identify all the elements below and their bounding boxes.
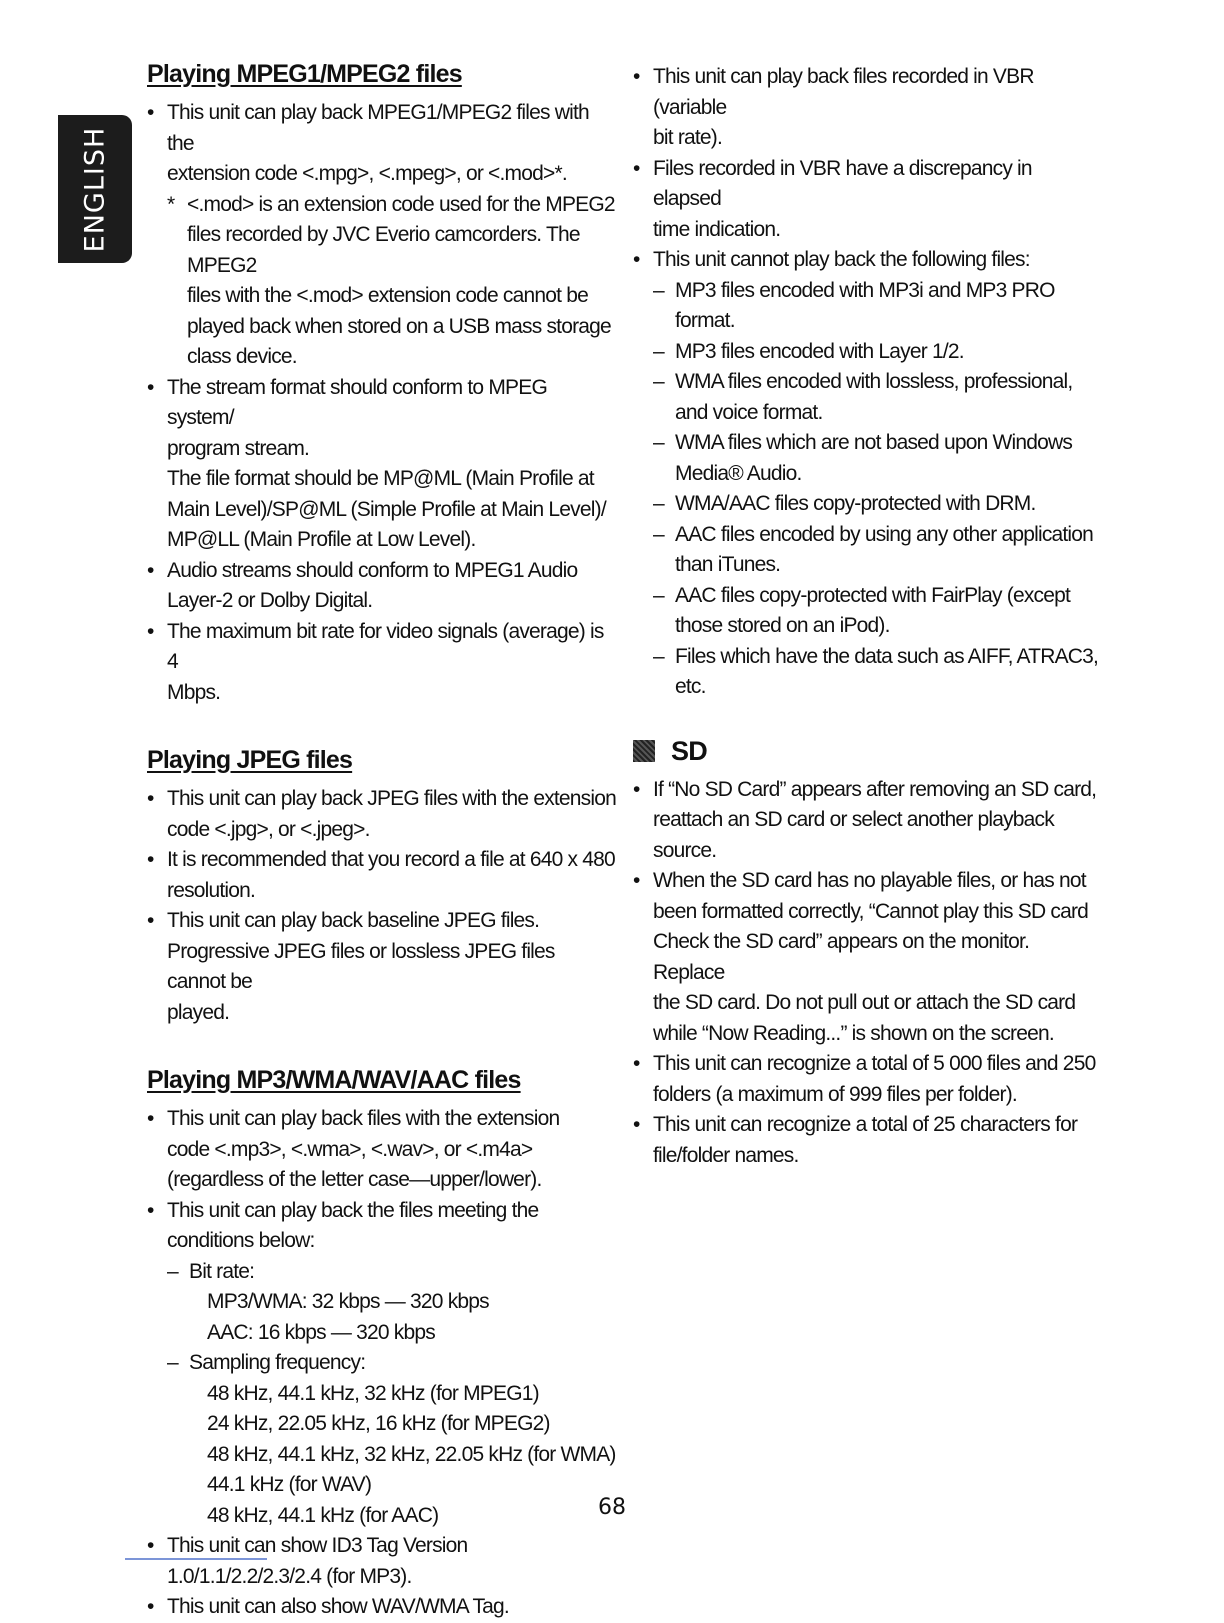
- dash-marker: –: [653, 339, 664, 363]
- sub-item-detail: 24 kHz, 22.05 kHz, 16 kHz (for MPEG2): [207, 1412, 550, 1435]
- sub-item-line: format.: [675, 309, 735, 332]
- section-spacer: [147, 1028, 617, 1062]
- bullet-line: while “Now Reading...” is shown on the screen.: [653, 1021, 1054, 1045]
- bullet-line: been formatted correctly, “Cannot play this SD card: [653, 899, 1089, 923]
- bullet-item: [147, 784, 617, 845]
- bullet-item: [147, 617, 617, 709]
- section-heading: Playing JPEG files: [147, 746, 353, 774]
- sub-item-line: WMA files encoded with lossless, professional,: [675, 370, 1073, 393]
- bullet-line: 1.0/1.1/2.2/2.3/2.4 (for MP3).: [167, 1564, 412, 1588]
- bullet-item: [147, 1531, 617, 1592]
- bullet-line: • This unit can play back files with the extension: [167, 1107, 560, 1130]
- section: [147, 56, 617, 708]
- sub-item-line: those stored on an iPod).: [675, 614, 890, 637]
- bullet-line: code <.mp3>, <.wma>, <.wav>, or <.m4a>: [167, 1137, 533, 1161]
- bullet-line: • This unit cannot play back the following files:: [653, 248, 1030, 271]
- bullet-line: code <.jpg>, or <.jpeg>.: [167, 817, 370, 841]
- bullet-item: [633, 775, 1103, 867]
- dash-marker: –: [653, 583, 664, 607]
- bullet-line: Mbps.: [167, 680, 221, 704]
- bullet-item: [147, 373, 617, 556]
- bullet-list: [147, 98, 617, 708]
- section: [147, 1062, 617, 1623]
- page-number: 68: [598, 1495, 626, 1520]
- bullet-line: the SD card. Do not pull out or attach the SD card: [653, 991, 1076, 1014]
- sub-item: [653, 337, 1103, 368]
- bullet-line: • This unit can play back baseline JPEG files.: [167, 909, 540, 932]
- sub-item-line: and voice format.: [675, 400, 823, 424]
- section-heading: Playing MPEG1/MPEG2 files: [147, 60, 462, 88]
- bullet-list: [147, 784, 617, 1028]
- left-column: [147, 56, 617, 1623]
- dash-marker: –: [167, 1351, 178, 1374]
- section-square-icon: [633, 740, 655, 762]
- sub-item-line: WMA/AAC files copy-protected with DRM.: [675, 492, 1036, 515]
- right-bullet-list: [633, 62, 1103, 703]
- bullet-line: time indication.: [653, 217, 781, 241]
- bullet-line: conditions below:: [167, 1229, 315, 1252]
- bullet-line: • Audio streams should conform to MPEG1 Audio: [167, 558, 578, 582]
- sub-item-line: etc.: [675, 675, 706, 698]
- bullet-line: reattach an SD card or select another playback source.: [653, 808, 1054, 862]
- sub-item-line: Bit rate:: [189, 1259, 255, 1283]
- bullet-item: [633, 154, 1103, 246]
- bullet-line: resolution.: [167, 878, 256, 902]
- bullet-line: folders (a maximum of 999 files per folder).: [653, 1082, 1017, 1106]
- dash-marker: –: [653, 278, 664, 302]
- sub-item-detail: 48 kHz, 44.1 kHz, 32 kHz (for MPEG1): [207, 1381, 539, 1405]
- bullet-item: [147, 1196, 617, 1532]
- sub-item: [653, 642, 1103, 703]
- sub-item-line: AAC files copy-protected with FairPlay (except: [675, 583, 1071, 607]
- bottom-rule: [125, 1558, 267, 1560]
- dash-marker: –: [653, 492, 664, 515]
- footnote-line: <.mod> is an extension code used for the MPEG2: [187, 192, 615, 216]
- section: [147, 742, 617, 1028]
- language-tab-label: ENGLISH: [79, 126, 111, 252]
- footnote-line: class device.: [187, 345, 297, 368]
- bullet-line: (regardless of the letter case—upper/lower).: [167, 1168, 542, 1191]
- sub-item-detail: AAC: 16 kbps — 320 kbps: [207, 1320, 435, 1344]
- bullet-line: played.: [167, 1000, 230, 1024]
- footnote-line: files recorded by JVC Everio camcorders. The MPEG2: [187, 223, 580, 277]
- bullet-item: [147, 98, 617, 373]
- sub-item-line: Media® Audio.: [675, 461, 802, 485]
- sub-item: [653, 489, 1103, 520]
- bullet-line: • This unit can play back the files meeting the: [167, 1198, 539, 1222]
- bullet-line: The file format should be MP@ML (Main Profile at: [167, 467, 594, 490]
- footnote: [167, 190, 617, 373]
- bullet-line: • This unit can show ID3 Tag Version: [167, 1534, 468, 1557]
- bullet-line: • This unit can recognize a total of 5 000 files and 250: [653, 1052, 1096, 1075]
- sub-item-detail: MP3/WMA: 32 kbps — 320 kbps: [207, 1290, 489, 1313]
- dash-marker: –: [653, 431, 664, 454]
- bullet-line: MP@LL (Main Profile at Low Level).: [167, 528, 476, 551]
- language-tab: [58, 115, 132, 263]
- sub-item-detail: 44.1 kHz (for WAV): [207, 1473, 372, 1496]
- bullet-line: • Files recorded in VBR have a discrepancy in elapsed: [653, 156, 1032, 210]
- section-spacer: [147, 708, 617, 742]
- dash-marker: –: [653, 370, 664, 393]
- dash-marker: –: [653, 522, 664, 546]
- bullet-item: [147, 556, 617, 617]
- bullet-item: [633, 866, 1103, 1049]
- bullet-line: Layer-2 or Dolby Digital.: [167, 589, 373, 612]
- bullet-line: • If “No SD Card” appears after removing an SD card,: [653, 777, 1097, 801]
- bullet-line: bit rate).: [653, 126, 723, 149]
- bullet-line: • This unit can play back JPEG files with the extension: [167, 787, 617, 810]
- sd-bullet-list: [633, 775, 1103, 1172]
- bullet-line: • This unit can also show WAV/WMA Tag.: [167, 1595, 509, 1618]
- sub-item-line: MP3 files encoded with Layer 1/2.: [675, 339, 964, 363]
- right-column: [633, 56, 1103, 1171]
- footnote-marker: *: [167, 192, 175, 216]
- sub-item: [167, 1348, 617, 1379]
- sub-item-line: Files which have the data such as AIFF, ATRAC3,: [675, 644, 1099, 668]
- sub-item: [653, 276, 1103, 337]
- section-heading: Playing MP3/WMA/WAV/AAC files: [147, 1066, 521, 1094]
- bullet-line: program stream.: [167, 436, 310, 460]
- sub-item-line: Sampling frequency:: [189, 1351, 366, 1374]
- bullet-line: • It is recommended that you record a file at 640 x 480: [167, 848, 615, 871]
- sub-item-line: than iTunes.: [675, 553, 781, 576]
- bullet-item: [147, 845, 617, 906]
- bullet-line: • This unit can play back MPEG1/MPEG2 files with the: [167, 101, 589, 155]
- sub-item-detail: 48 kHz, 44.1 kHz (for AAC): [207, 1503, 439, 1527]
- bullet-line: • The maximum bit rate for video signals (average) is 4: [167, 619, 604, 673]
- footnote-line: played back when stored on a USB mass storage: [187, 314, 611, 338]
- bullet-line: • This unit can play back files recorded in VBR (variable: [653, 65, 1034, 119]
- sub-item: [167, 1257, 617, 1288]
- sd-heading: SD: [671, 735, 707, 766]
- sub-item: [653, 367, 1103, 428]
- bullet-item: [633, 1049, 1103, 1110]
- sub-item: [653, 581, 1103, 642]
- sd-section-header: [633, 733, 1103, 769]
- sub-item-line: AAC files encoded by using any other application: [675, 522, 1094, 546]
- bullet-line: file/folder names.: [653, 1143, 799, 1167]
- sub-item-line: MP3 files encoded with MP3i and MP3 PRO: [675, 278, 1055, 302]
- bullet-line: extension code <.mpg>, <.mpeg>, or <.mod>*.: [167, 162, 567, 185]
- sub-item-detail: 48 kHz, 44.1 kHz, 32 kHz, 22.05 kHz (for WMA): [207, 1442, 616, 1466]
- bullet-line: Check the SD card” appears on the monitor. Replace: [653, 930, 1030, 984]
- bullet-item: [147, 906, 617, 1028]
- dash-marker: –: [167, 1259, 178, 1283]
- bullet-item: [147, 1104, 617, 1196]
- dash-marker: –: [653, 644, 664, 668]
- bullet-list: [147, 1104, 617, 1623]
- bullet-item: [633, 62, 1103, 154]
- bullet-item: [147, 1592, 617, 1623]
- sub-item: [653, 520, 1103, 581]
- bullet-line: • This unit can recognize a total of 25 characters for: [653, 1113, 1078, 1136]
- bullet-line: • The stream format should conform to MPEG system/: [167, 375, 547, 429]
- bullet-item: [633, 1110, 1103, 1171]
- bullet-line: Progressive JPEG files or lossless JPEG files cannot be: [167, 939, 555, 993]
- bullet-line: Main Level)/SP@ML (Simple Profile at Main Level)/: [167, 497, 606, 521]
- sub-item: [653, 428, 1103, 489]
- bullet-item: [633, 245, 1103, 703]
- footnote-line: files with the <.mod> extension code cannot be: [187, 284, 588, 307]
- bullet-line: • When the SD card has no playable files, or has not: [653, 869, 1086, 892]
- sub-item-line: WMA files which are not based upon Windows: [675, 431, 1073, 454]
